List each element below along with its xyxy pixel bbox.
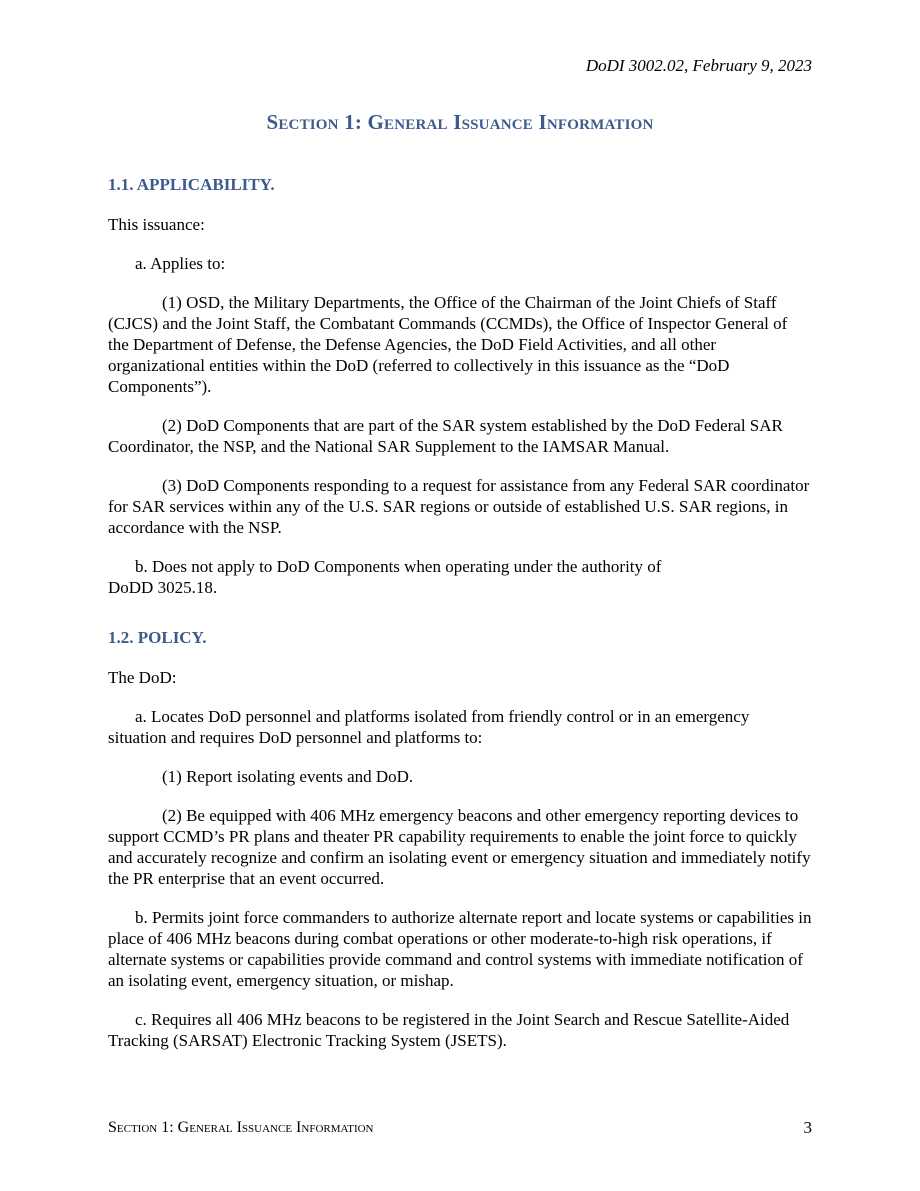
heading-applicability: 1.1. APPLICABILITY. bbox=[108, 175, 275, 194]
header-doc-reference: DoDI 3002.02, February 9, 2023 bbox=[585, 56, 812, 75]
document-body bbox=[108, 174, 812, 1069]
applicability-para-b-line2: DoDD 3025.18. bbox=[108, 578, 218, 597]
applicability-para-b bbox=[108, 556, 812, 598]
applicability-para-a: a. Applies to: bbox=[135, 254, 226, 273]
policy-para-c: c. Requires all 406 MHz beacons to be registered in the Joint Search and Rescue Satellite-Aided Tracking (SARSAT) Electronic Tracking System (JSETS). bbox=[108, 1010, 790, 1050]
policy-intro: The DoD: bbox=[108, 668, 177, 687]
applicability-para-a1: (1) OSD, the Military Departments, the Office of the Chairman of the Joint Chiefs of Staff (CJCS) and the Joint Staff, the Combatant Commands (CCMDs), the Office of Inspector General of the Department of Defense, the Defense Agencies, the DoD Field Activities, and all other organizational entities within the DoD (referred to collectively in this issuance as the “DoD Components”). bbox=[108, 293, 788, 396]
applicability-intro: This issuance: bbox=[108, 215, 205, 234]
section-title: Section 1: General Issuance Information bbox=[266, 110, 654, 134]
applicability-para-b-line1: b. Does not apply to DoD Components when operating under the authority of bbox=[135, 557, 662, 576]
footer-section-label: Section 1: General Issuance Information bbox=[108, 1119, 374, 1136]
applicability-para-a3: (3) DoD Components responding to a request for assistance from any Federal SAR coordinator for SAR services within any of the U.S. SAR regions or outside of established U.S. SAR regions, in accordance with the NSP. bbox=[108, 476, 810, 537]
policy-para-b: b. Permits joint force commanders to authorize alternate report and locate systems or capabilities in place of 406 MHz beacons during combat operations or other moderate-to-high risk operations, if alternate systems or capabilities provide command and control systems with immediate notification of an isolating event, emergency situation, or mishap. bbox=[108, 908, 812, 990]
heading-policy: 1.2. POLICY. bbox=[108, 628, 207, 647]
page-footer bbox=[108, 1117, 812, 1138]
policy-para-a2: (2) Be equipped with 406 MHz emergency beacons and other emergency reporting devices to support CCMD’s PR plans and theater PR capability requirements to enable the joint force to quickly and accurately recognize and confirm an isolating event or emergency situation and immediately notify the PR enterprise that an event occurred. bbox=[108, 806, 811, 888]
policy-para-a: a. Locates DoD personnel and platforms isolated from friendly control or in an emergency situation and requires DoD personnel and platforms to: bbox=[108, 707, 750, 747]
policy-para-a1: (1) Report isolating events and DoD. bbox=[162, 767, 414, 786]
applicability-para-a2: (2) DoD Components that are part of the SAR system established by the DoD Federal SAR Coordinator, the NSP, and the National SAR Supplement to the IAMSAR Manual. bbox=[108, 416, 783, 456]
footer-page-number: 3 bbox=[803, 1118, 812, 1137]
